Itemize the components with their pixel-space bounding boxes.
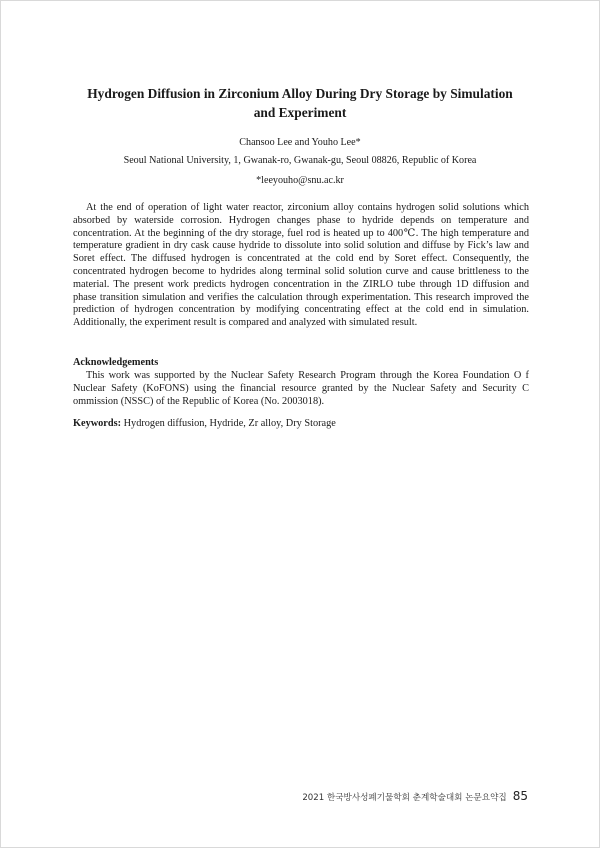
author-list: Chansoo Lee and Youho Lee* bbox=[239, 137, 361, 148]
acknowledgements-text: This work was supported by the Nuclear Safety Research Program through the Korea Foundation O f Nuclear Safety (KoFONS) using the financial resource granted by the Nuclear Safety and Security C ommission (NSSC) of the Republic of Korea (No. 2003018). bbox=[73, 370, 529, 407]
page-number: 85 bbox=[512, 789, 528, 803]
footer-journal: 2021 한국방사성폐기물학회 춘계학술대회 논문요약집 bbox=[302, 793, 507, 803]
paper-title: Hydrogen Diffusion in Zirconium Alloy During Dry Storage by Simulation and Experiment bbox=[87, 86, 513, 120]
keywords-list: Hydrogen diffusion, Hydride, Zr alloy, Dry Storage bbox=[123, 418, 336, 429]
keywords-line bbox=[73, 418, 336, 429]
affiliation: Seoul National University, 1, Gwanak-ro, Gwanak-gu, Seoul 08826, Republic of Korea bbox=[123, 155, 477, 166]
keywords-label: Keywords: bbox=[73, 418, 122, 429]
contact-email: *leeyouho@snu.ac.kr bbox=[256, 175, 344, 186]
page-footer bbox=[302, 789, 528, 803]
abstract-text: At the end of operation of light water reactor, zirconium alloy contains hydrogen solid solutions which absorbed by waterside corrosion. Hydrogen changes phase to hydride depends on temperature and concentration. At the beginning of the dry storage, fuel rod is heated up to 400℃. The high temperature and temperature gradient in dry cask cause hydride to dissolute into solid solution and diffuse by Fick’s law and Soret effect. The diffused hydrogen is concentrated at the cold end by Soret effect. Consequently, the concentrated hydrogen become to hydrides along terminal solid solution curve and cause brittleness to the material. The present work predicts hydrogen concentration in the ZIRLO tube through 1D diffusion and phase transition simulation and verifies the calculation through experimentation. This research improved the prediction of hydrogen concentration by modifying concentrating effect at the cold end in simulation. Additionally, the experiment result is compared and analyzed with simulated result. bbox=[73, 202, 529, 329]
acknowledgements-heading: Acknowledgements bbox=[73, 357, 159, 368]
